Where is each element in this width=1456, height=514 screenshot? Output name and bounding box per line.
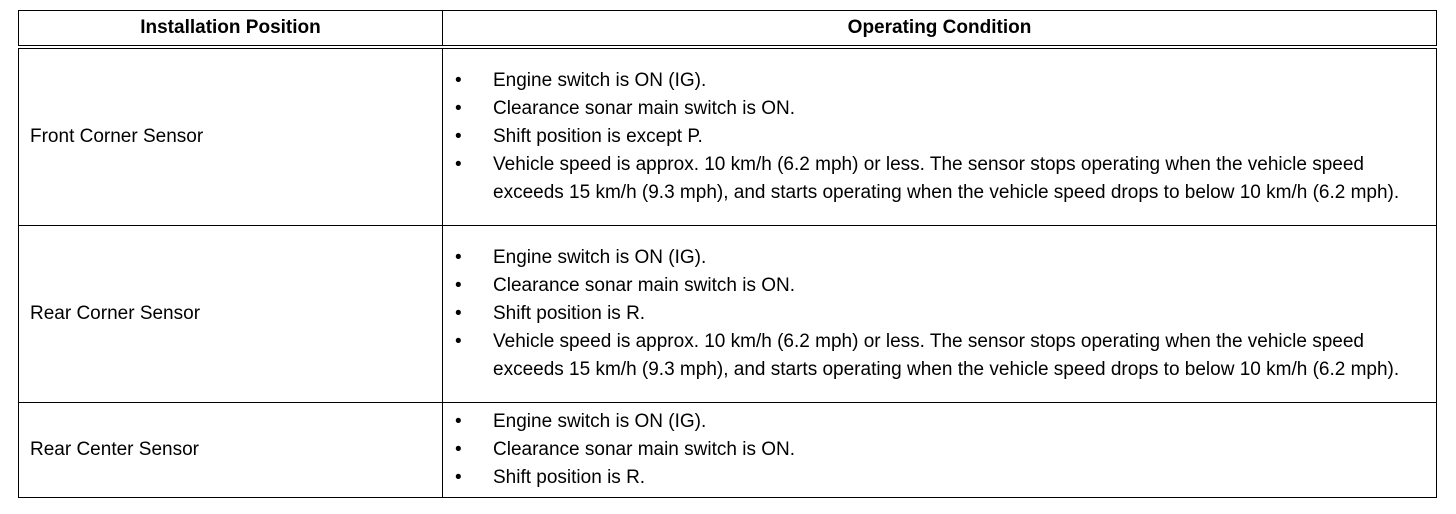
- operating-condition-table: [18, 10, 1437, 498]
- list-item: [453, 95, 1430, 123]
- list-item: [453, 436, 1430, 464]
- header-installation-position: Installation Position: [19, 11, 443, 48]
- table-row: [19, 403, 1437, 498]
- list-item: [453, 151, 1430, 207]
- condition-text: Vehicle speed is approx. 10 km/h (6.2 mph) or less. The sensor stops operating when the vehicle speed exceeds 15 km/h (9.3 mph), and starts operating when the vehicle speed drops to below 10 km/h (6.2 mph).: [493, 154, 1400, 203]
- list-item: [453, 67, 1430, 95]
- bullet-icon: •: [455, 439, 462, 460]
- bullet-icon: •: [455, 98, 462, 119]
- list-item: [453, 123, 1430, 151]
- condition-list: [453, 244, 1430, 384]
- bullet-icon: •: [455, 303, 462, 324]
- condition-text: Clearance sonar main switch is ON.: [493, 275, 795, 296]
- condition-text: Clearance sonar main switch is ON.: [493, 439, 795, 460]
- operating-condition-cell: [443, 47, 1437, 226]
- bullet-icon: •: [455, 331, 462, 352]
- condition-text: Engine switch is ON (IG).: [493, 70, 707, 91]
- operating-condition-cell: [443, 403, 1437, 498]
- bullet-icon: •: [455, 411, 462, 432]
- list-item: [453, 272, 1430, 300]
- bullet-icon: •: [455, 126, 462, 147]
- condition-text: Shift position is R.: [493, 467, 646, 488]
- list-item: [453, 300, 1430, 328]
- installation-position-cell: Rear Center Sensor: [19, 403, 443, 498]
- operating-condition-cell: [443, 226, 1437, 403]
- list-item: [453, 408, 1430, 436]
- condition-list: [453, 67, 1430, 207]
- table-row: [19, 226, 1437, 403]
- condition-text: Shift position is R.: [493, 303, 646, 324]
- installation-position-cell: Rear Corner Sensor: [19, 226, 443, 403]
- installation-position-cell: Front Corner Sensor: [19, 47, 443, 226]
- list-item: [453, 244, 1430, 272]
- header-operating-condition: Operating Condition: [443, 11, 1437, 48]
- list-item: [453, 328, 1430, 384]
- bullet-icon: •: [455, 154, 462, 175]
- condition-text: Vehicle speed is approx. 10 km/h (6.2 mph) or less. The sensor stops operating when the vehicle speed exceeds 15 km/h (9.3 mph), and starts operating when the vehicle speed drops to below 10 km/h (6.2 mph).: [493, 331, 1400, 380]
- bullet-icon: •: [455, 70, 462, 91]
- list-item: [453, 464, 1430, 492]
- condition-text: Shift position is except P.: [493, 126, 703, 147]
- table-header-row: [19, 11, 1437, 48]
- bullet-icon: •: [455, 467, 462, 488]
- condition-text: Engine switch is ON (IG).: [493, 411, 707, 432]
- bullet-icon: •: [455, 275, 462, 296]
- bullet-icon: •: [455, 247, 462, 268]
- condition-text: Clearance sonar main switch is ON.: [493, 98, 795, 119]
- condition-text: Engine switch is ON (IG).: [493, 247, 707, 268]
- condition-list: [453, 408, 1430, 492]
- table-row: [19, 47, 1437, 226]
